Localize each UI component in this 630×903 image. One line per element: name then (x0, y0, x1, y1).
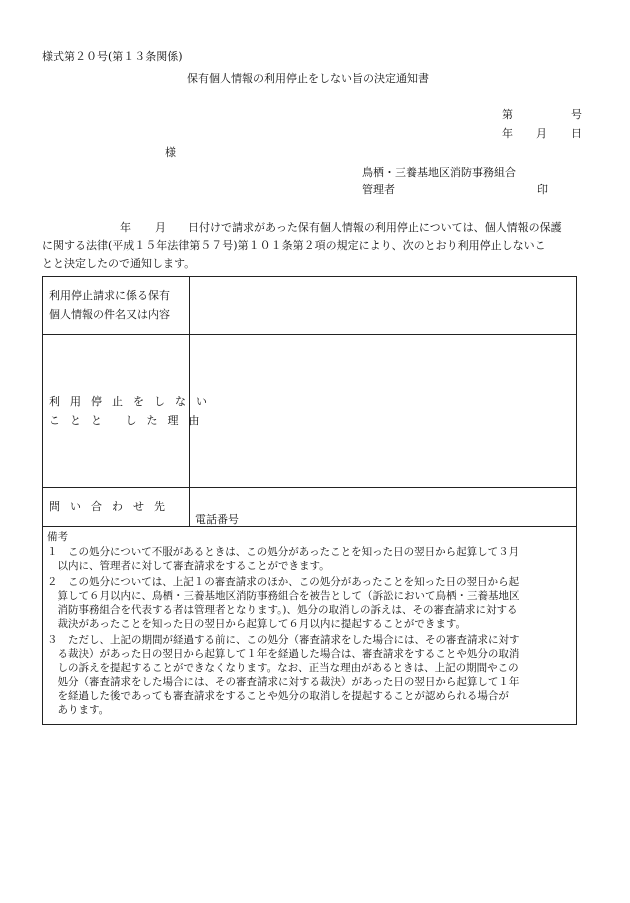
subject-label-line-1: 利用停止請求に係る保有 (49, 289, 170, 302)
remark-3-line-4: 処分（審査請求をした場合には、その審査請求に対する裁決）があった日の翌日から起算して１年 (47, 676, 520, 688)
document-number-suffix: 号 (571, 108, 582, 121)
remark-2-line-3: 消防事務組合を代表する者は管理者となります。)、処分の取消しの訴えは、その審査請求に対する (47, 604, 518, 616)
remark-2-line-4: 裁決があったことを知った日の翌日から起算して６月以内に提起することができます。 (47, 618, 467, 630)
date-month-label: 月 (536, 127, 547, 140)
remark-1-line-1: １ この処分について不服があるときは、この処分があったことを知った日の翌日から起算して３月 (47, 546, 520, 558)
remark-3-line-1: ３ ただし、上記の期間が経過する前に、この処分（審査請求をした場合には、その審査請求に対す (47, 634, 520, 646)
remark-3-line-5: を経過した後であっても審査請求をすることや処分の取消しを提起することが認められる場合が (47, 690, 509, 702)
remarks-heading: 備考 (47, 531, 68, 543)
official-title: 管理者 (362, 183, 395, 196)
remark-3-line-3: しの訴えを提起することができなくなります。なお、正当な理由があるときは、上記の期間やこの (47, 662, 519, 674)
intro-year-mark: 年 (120, 221, 131, 234)
remark-3-line-2: る裁決）があった日の翌日から起算して１年を経過した場合は、審査請求をすることや処分の取消 (47, 648, 520, 660)
date-day-label: 日 (571, 127, 582, 140)
intro-line-3: とと決定したので通知します。 (42, 257, 196, 270)
intro-line-2: に関する法律(平成１５年法律第５７号)第１０１条第２項の規定により、次のとおり利用停止しないこ (42, 239, 546, 252)
table-row-divider (43, 334, 576, 335)
table-row-divider (43, 526, 576, 527)
subject-label-line-2: 個人情報の件名又は内容 (49, 308, 170, 321)
intro-month-mark: 月 (155, 221, 166, 234)
remark-3-line-6: あります。 (47, 704, 110, 716)
remark-2-line-1: ２ この処分については、上記１の審査請求のほか、この処分があったことを知った日の翌日から起 (47, 576, 520, 588)
date-year-label: 年 (502, 127, 513, 140)
remark-1-line-2: 以内に、管理者に対して審査請求をすることができます。 (47, 560, 330, 572)
form-number: 様式第２０号(第１３条関係) (42, 50, 183, 63)
issuing-organization: 鳥栖・三養基地区消防事務組合 (362, 166, 516, 179)
recipient-honorific: 様 (165, 146, 176, 159)
reason-label-line-2: ことと した理由 (49, 414, 210, 427)
inquiry-label: 問い合わせ先 (49, 500, 175, 513)
intro-line-1-text: 日付けで請求があった保有個人情報の利用停止については、個人情報の保護 (188, 221, 562, 234)
phone-number-label: 電話番号 (195, 513, 239, 526)
document-number-label: 第 (502, 108, 513, 121)
reason-label-line-1: 利用停止をしない (49, 395, 217, 408)
document-title: 保有個人情報の利用停止をしない旨の決定通知書 (187, 72, 429, 85)
table-row-divider (43, 487, 576, 488)
remark-2-line-2: 算して６月以内に、鳥栖・三養基地区消防事務組合を被告として（訴訟において鳥栖・三養基地区 (47, 590, 520, 602)
seal-mark: 印 (537, 183, 548, 196)
notice-table (42, 276, 577, 725)
